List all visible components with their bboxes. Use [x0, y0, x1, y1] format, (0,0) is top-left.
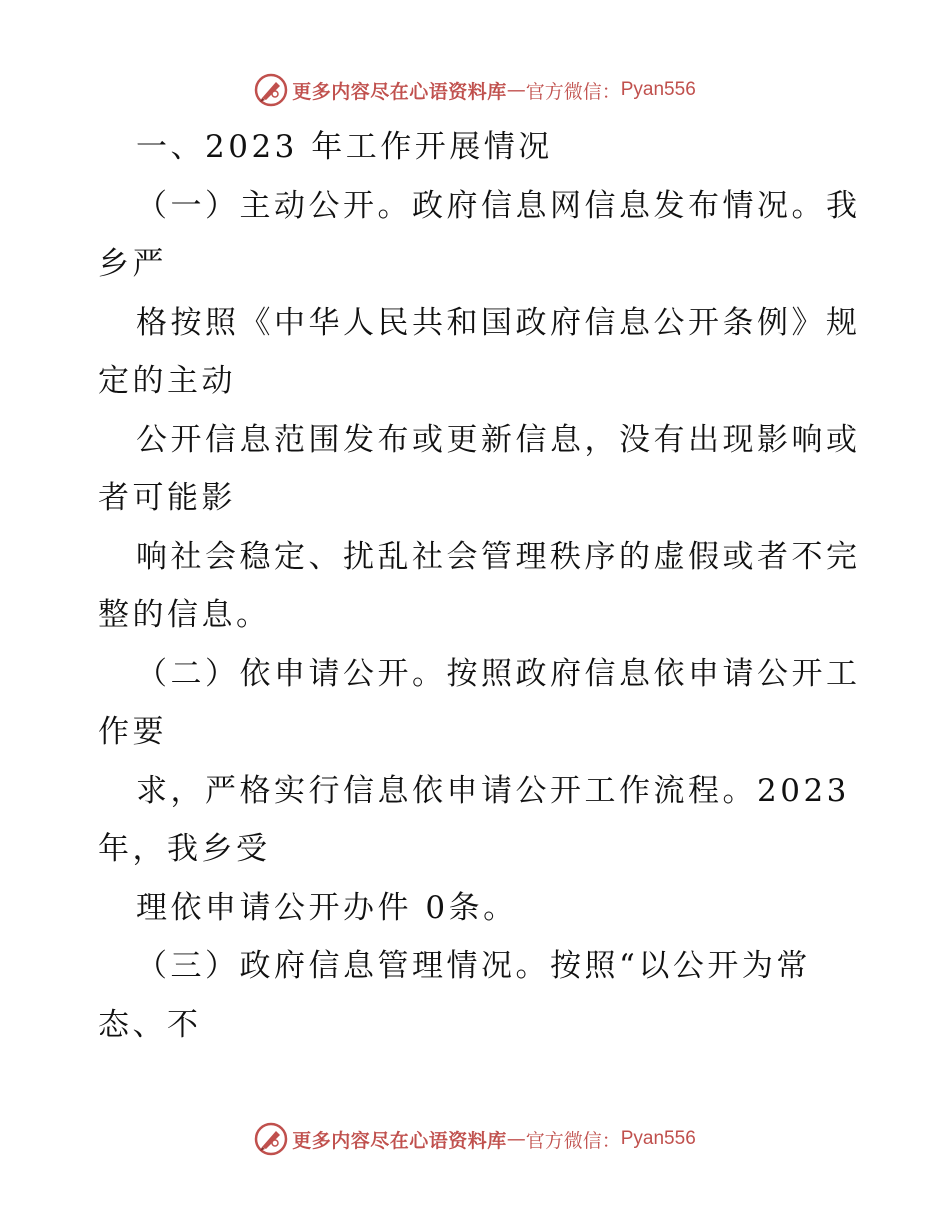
- paragraph-line: （三）政府信息管理情况。按照“以公开为常: [136, 948, 811, 984]
- paragraph-line: 者可能影: [98, 480, 236, 516]
- paragraph-line: 态、不: [98, 1006, 202, 1043]
- banner-wechat-id: Pyan556: [620, 1128, 696, 1149]
- header-banner: [0, 70, 950, 110]
- banner-separator: —: [506, 1128, 526, 1150]
- banner-brand-text: 更多内容尽在心语资料库: [292, 1129, 507, 1152]
- banner-brand-text: 更多内容尽在心语资料库: [292, 80, 507, 103]
- paragraph-line: 理依申请公开办件 0条。: [136, 889, 518, 926]
- paragraph-line: 公开信息范围发布或更新信息，没有出现影响或: [136, 421, 861, 458]
- paragraph-line: 整的信息。: [98, 597, 271, 633]
- paragraph-line: 年，我乡受: [98, 831, 271, 867]
- document-body: [98, 118, 861, 1054]
- paragraph-line: 作要: [98, 714, 167, 750]
- pen-circle-logo-icon: [254, 1122, 288, 1156]
- paragraph-line: 求，严格实行信息依申请公开工作流程。2023: [136, 772, 850, 809]
- paragraph-line: （二）依申请公开。按照政府信息依申请公开工: [136, 655, 861, 692]
- banner-wechat-id: Pyan556: [620, 79, 696, 100]
- paragraph-line: 格按照《中华人民共和国政府信息公开条例》规: [136, 304, 861, 341]
- paragraph-line: 乡严: [98, 246, 167, 282]
- paragraph-line: 响社会稳定、扰乱社会管理秩序的虚假或者不完: [136, 538, 861, 575]
- pen-circle-logo-icon: [254, 73, 288, 107]
- banner-separator: —: [506, 79, 526, 101]
- footer-banner: [0, 1119, 950, 1159]
- paragraph-line: （一）主动公开。政府信息网信息发布情况。我: [136, 187, 861, 224]
- section-heading: 一、2023 年工作开展情况: [136, 129, 553, 165]
- banner-wechat-label: 官方微信：: [525, 80, 621, 103]
- paragraph-line: 定的主动: [98, 363, 236, 399]
- banner-wechat-label: 官方微信：: [525, 1129, 621, 1152]
